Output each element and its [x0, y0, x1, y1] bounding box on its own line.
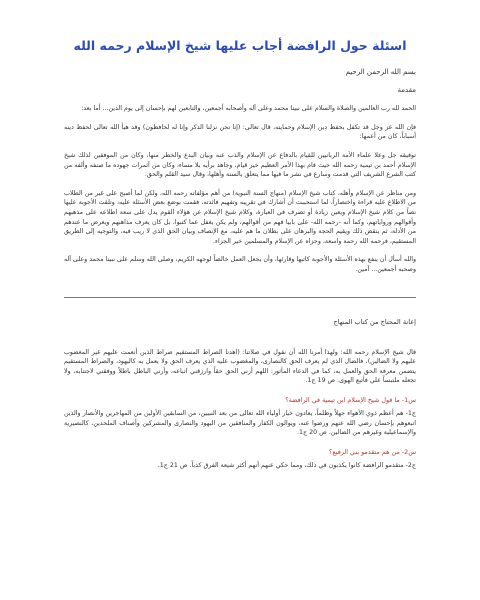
- basmala: بسم الله الرحمن الرحيم: [345, 68, 416, 77]
- section-title: إعانة المحتاج من كتاب المنهاج: [333, 317, 416, 326]
- document-title: اسئلة حول الرافضة أجاب عليها شيخ الإسلام رحمه الله: [73, 38, 407, 53]
- intro-paragraph: الحمد لله رب العالمين والصلاة والسلام على نبينا محمد وعلى آله وأصحابه أجمعين، والتابعين لهم بإحسان إلى يوم الدين... أما بعد:: [81, 105, 416, 113]
- intro-paragraph: فإن الله عز وجل قد تكفل بحفظ دين الإسلام وحمايته، قال تعالى: (إنا نحن نزلنا الذكر وإنا له لحافظون) وقد هيأ الله تعالى لحفظ دينه أسباباً، كان من أعمها:: [64, 123, 416, 141]
- section-divider: [64, 297, 416, 298]
- section-paragraph: قال شيخ الإسلام رحمه الله: ولهذا أمرنا الله أن نقول في صلاتنا: (اهدنا الصراط المستقيم صراط الذين أنعمت عليهم غير المغضوب عليهم ولا الضالين)، فالضال الذي لم يعرف الحق كالنصارى، والمغضوب عليه الذي يعرف الحق ولا يعمل به كاليهود، والصراط المستقيم يتضمن معرفة الحق والعمل به، كما في الدعاء المأثور: اللهم أرني الحق حقاً وارزقني اتباعه، وأرني الباطل باطلاً ووفقني لاجتنابه، ولا تجعله ملتبساً علي فأتبع الهوى. ص 19 ج1.: [64, 348, 416, 385]
- intro-paragraph: توفيقه جل وعلا علماء الأمة الربانيين للقيام بالدفاع عن الإسلام والذب عنه وبيان البدع والخطر منها، وكان من الموفقين لذلك شيخ الإسلام أحمد بن تيمية رحمه الله حيث قام بهذا الأمر العظيم خير قيام، وجاهد برأيه بلا مساء، وكان من آثمرات جهوده ما صنفه وألفه من كتب الشرع الشريف التي قدمت وسارع في نشر ما فيها مما يتعلق بالسنة وأهلها، وقال سيد القلم والحق.: [64, 152, 416, 179]
- answer-2: ج2- متقدمو الرافضة كانوا يكذبون في ذلك، ومما حكي عنهم أنهم أكثر شيعة الفرق كذباً. ص 21 ج1.: [157, 461, 416, 469]
- intro-label: مقدمة: [397, 86, 416, 95]
- question-1: س1- ما قول شيخ الإسلام ابن تيمية في الرافضة؟: [285, 395, 416, 404]
- intro-paragraph: ومن مناظر عن الإسلام وأهله، كتاب شيخ الإسلام (منهاج السنة النبوية) من أهم مؤلفاته رحمه الله، ولكن لما أصبح على غير من الطلاب من الاطلاع عليه قراءة واختصاراً، لما استحببت أن أشارك في تقريبه وتفهيم فائدته، فقمت بوضع بعض الأسئلة عليه، وتلقت الأجوبة عليها نصاً من كلام شيخ الإسلام ويعين زيادة أو تصرف في العبارة، وكلام شيخ الإسلام عن هؤلاء القوم يدل على سعة اطلاعه على مذهبهم وأقوالهم ورواياتهم، وكما أنه -رحمه الله- على بابيا فهم من أقوالهم، ولم يكن يغفل عما كتبوا، بل كان يعرف مذاهبهم ويعرض ما عندهم من الأدلة، ثم ينقض ذلك ويقيم الحجة والبرهان على بطلان ما هم عليه، مع الإنصاف وبيان الحق الذي لا ريب فيه، والتوجيه إلى الطريق المستقيم، فرحمه الله رحمة واسعة، وجزاه عن الإسلام والمسلمين خير الجزاء.: [64, 189, 416, 245]
- question-2: س2- من هم متقدمو بني الرفيع؟: [329, 447, 416, 456]
- answer-1: ج1- هم أعظم ذوي الأهواء جهلاً وظلماً، يعادون خيار أولياء الله تعالى من بعد النبيين، من السابقين الأولين من المهاجرين والأنصار والذين اتبعوهم بإحسان رضي الله عنهم ورضوا عنه، ويوالون الكفار والمنافقين من اليهود والنصارى والمشركين وأصناف الملحدين، كالنصيرية والإسماعيلية وغيرهم من الضالين. ص 20 ج1.: [64, 409, 416, 437]
- intro-paragraph: والله أسأل أن ينفع بهذه الأسئلة والأجوبة كاتبها وقارئها، وأن يجعل العمل خالصاً لوجهه الكريم، وصلى الله وسلم على نبينا محمد وعلى آله وصحبه أجمعين... آمين.: [64, 256, 416, 273]
